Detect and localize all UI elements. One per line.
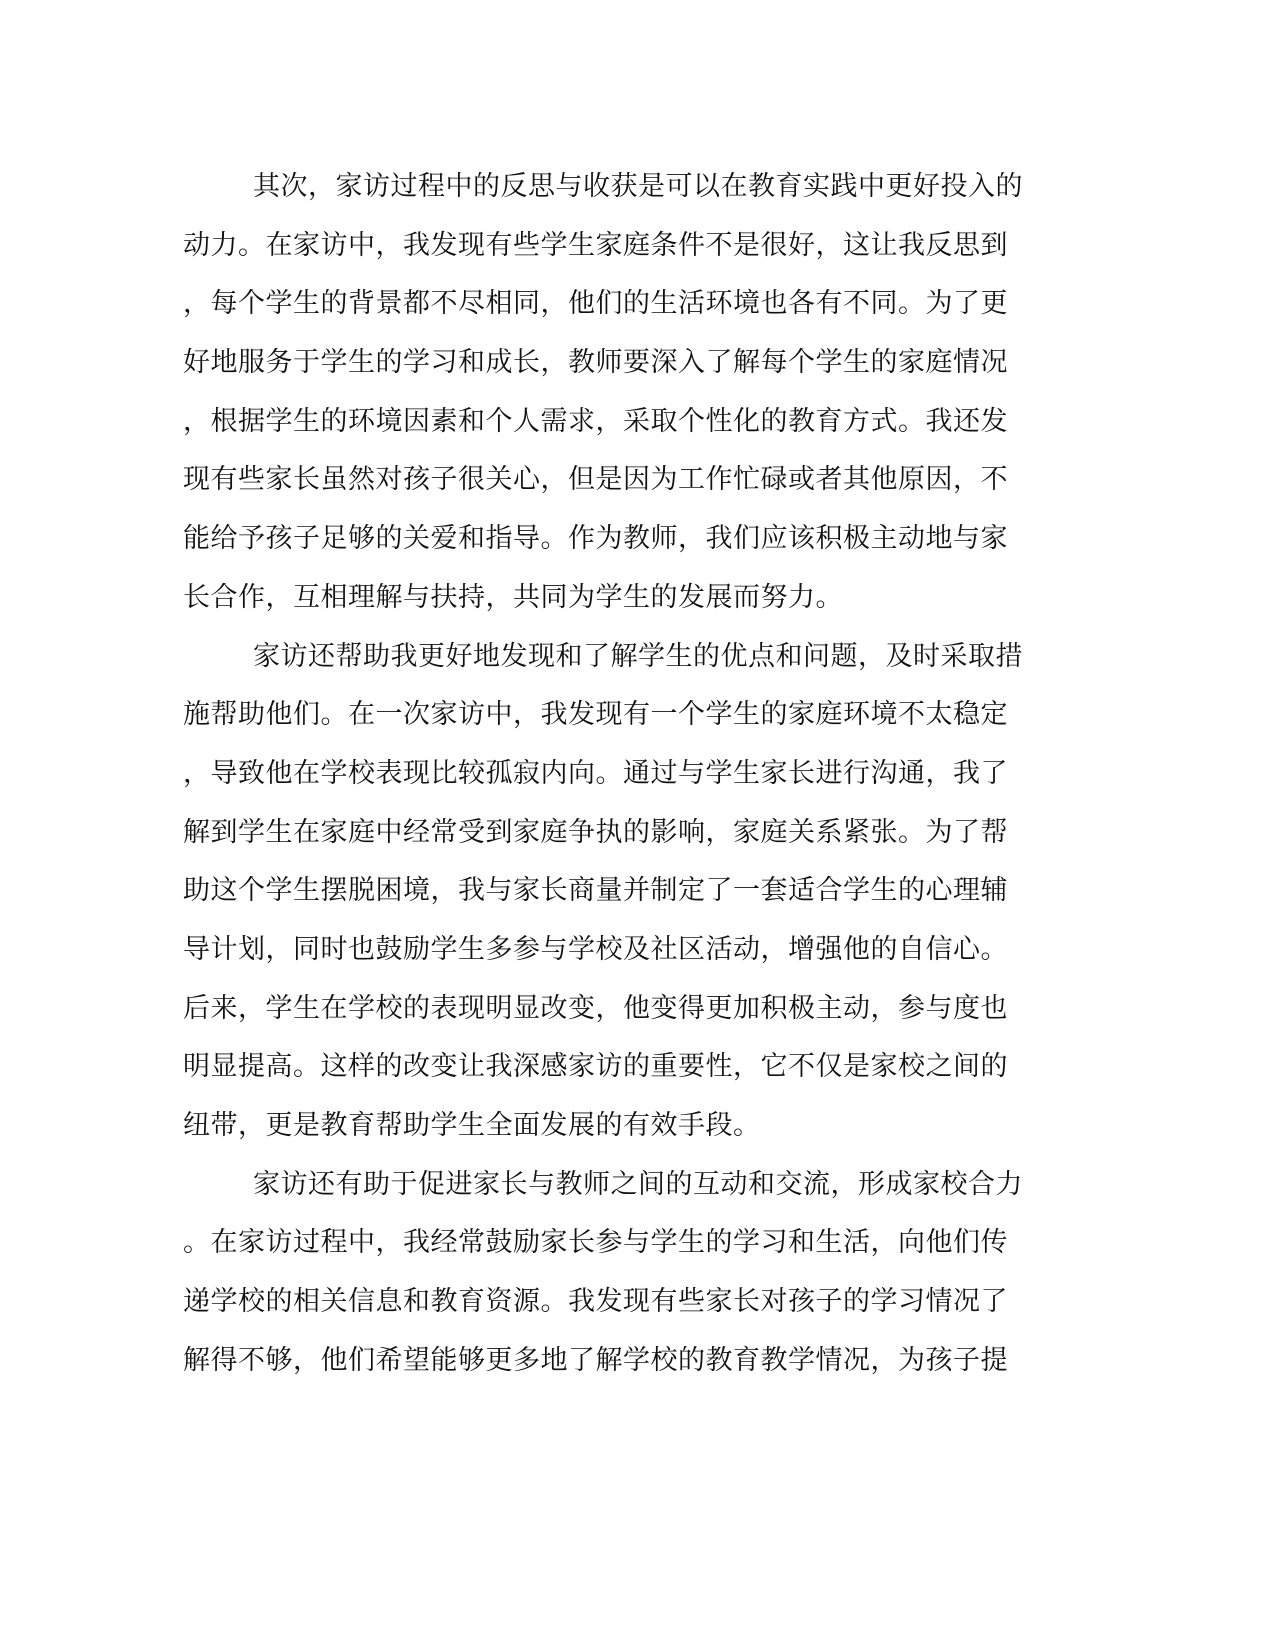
text-line: 助这个学生摆脱困境，我与家长商量并制定了一套适合学生的心理辅 — [183, 875, 1008, 907]
text-line: 解得不够，他们希望能够更多地了解学校的教育教学情况，为孩子提 — [183, 1344, 1008, 1376]
text-line: 递学校的相关信息和教育资源。我发现有些家长对孩子的学习情况了 — [183, 1286, 1008, 1318]
text-line: 施帮助他们。在一次家访中，我发现有一个学生的家庭环境不太稳定 — [183, 699, 1008, 731]
text-line: 。在家访过程中，我经常鼓励家长参与学生的学习和生活，向他们传 — [183, 1227, 1008, 1259]
text-line: 解到学生在家庭中经常受到家庭争执的影响，家庭关系紧张。为了帮 — [183, 816, 1008, 848]
text-line: 家访还帮助我更好地发现和了解学生的优点和问题，及时采取措 — [253, 640, 1023, 672]
text-line: 好地服务于学生的学习和成长，教师要深入了解每个学生的家庭情况 — [183, 347, 1008, 379]
text-line: 长合作，互相理解与扶持，共同为学生的发展而努力。 — [183, 581, 843, 613]
text-line: ，导致他在学校表现比较孤寂内向。通过与学生家长进行沟通，我了 — [183, 757, 1008, 789]
text-line: 现有些家长虽然对孩子很关心，但是因为工作忙碌或者其他原因，不 — [183, 464, 1008, 496]
text-line: ，根据学生的环境因素和个人需求，采取个性化的教育方式。我还发 — [183, 405, 1008, 437]
text-line: 家访还有助于促进家长与教师之间的互动和交流，形成家校合力 — [253, 1168, 1023, 1200]
text-line: ，每个学生的背景都不尽相同，他们的生活环境也各有不同。为了更 — [183, 288, 1008, 320]
text-line: 其次，家访过程中的反思与收获是可以在教育实践中更好投入的 — [253, 171, 1023, 202]
text-line: 纽带，更是教育帮助学生全面发展的有效手段。 — [183, 1110, 761, 1141]
text-line: 后来，学生在学校的表现明显改变，他变得更加积极主动，参与度也 — [183, 992, 1008, 1024]
text-line: 能给予孩子足够的关爱和指导。作为教师，我们应该积极主动地与家 — [183, 523, 1008, 555]
text-line: 明显提高。这样的改变让我深感家访的重要性，它不仅是家校之间的 — [183, 1051, 1008, 1083]
text-line: 导计划，同时也鼓励学生多参与学校及社区活动，增强他的自信心。 — [183, 933, 1008, 965]
body-text — [183, 158, 1043, 1390]
text-line: 动力。在家访中，我发现有些学生家庭条件不是很好，这让我反思到 — [183, 229, 1008, 261]
